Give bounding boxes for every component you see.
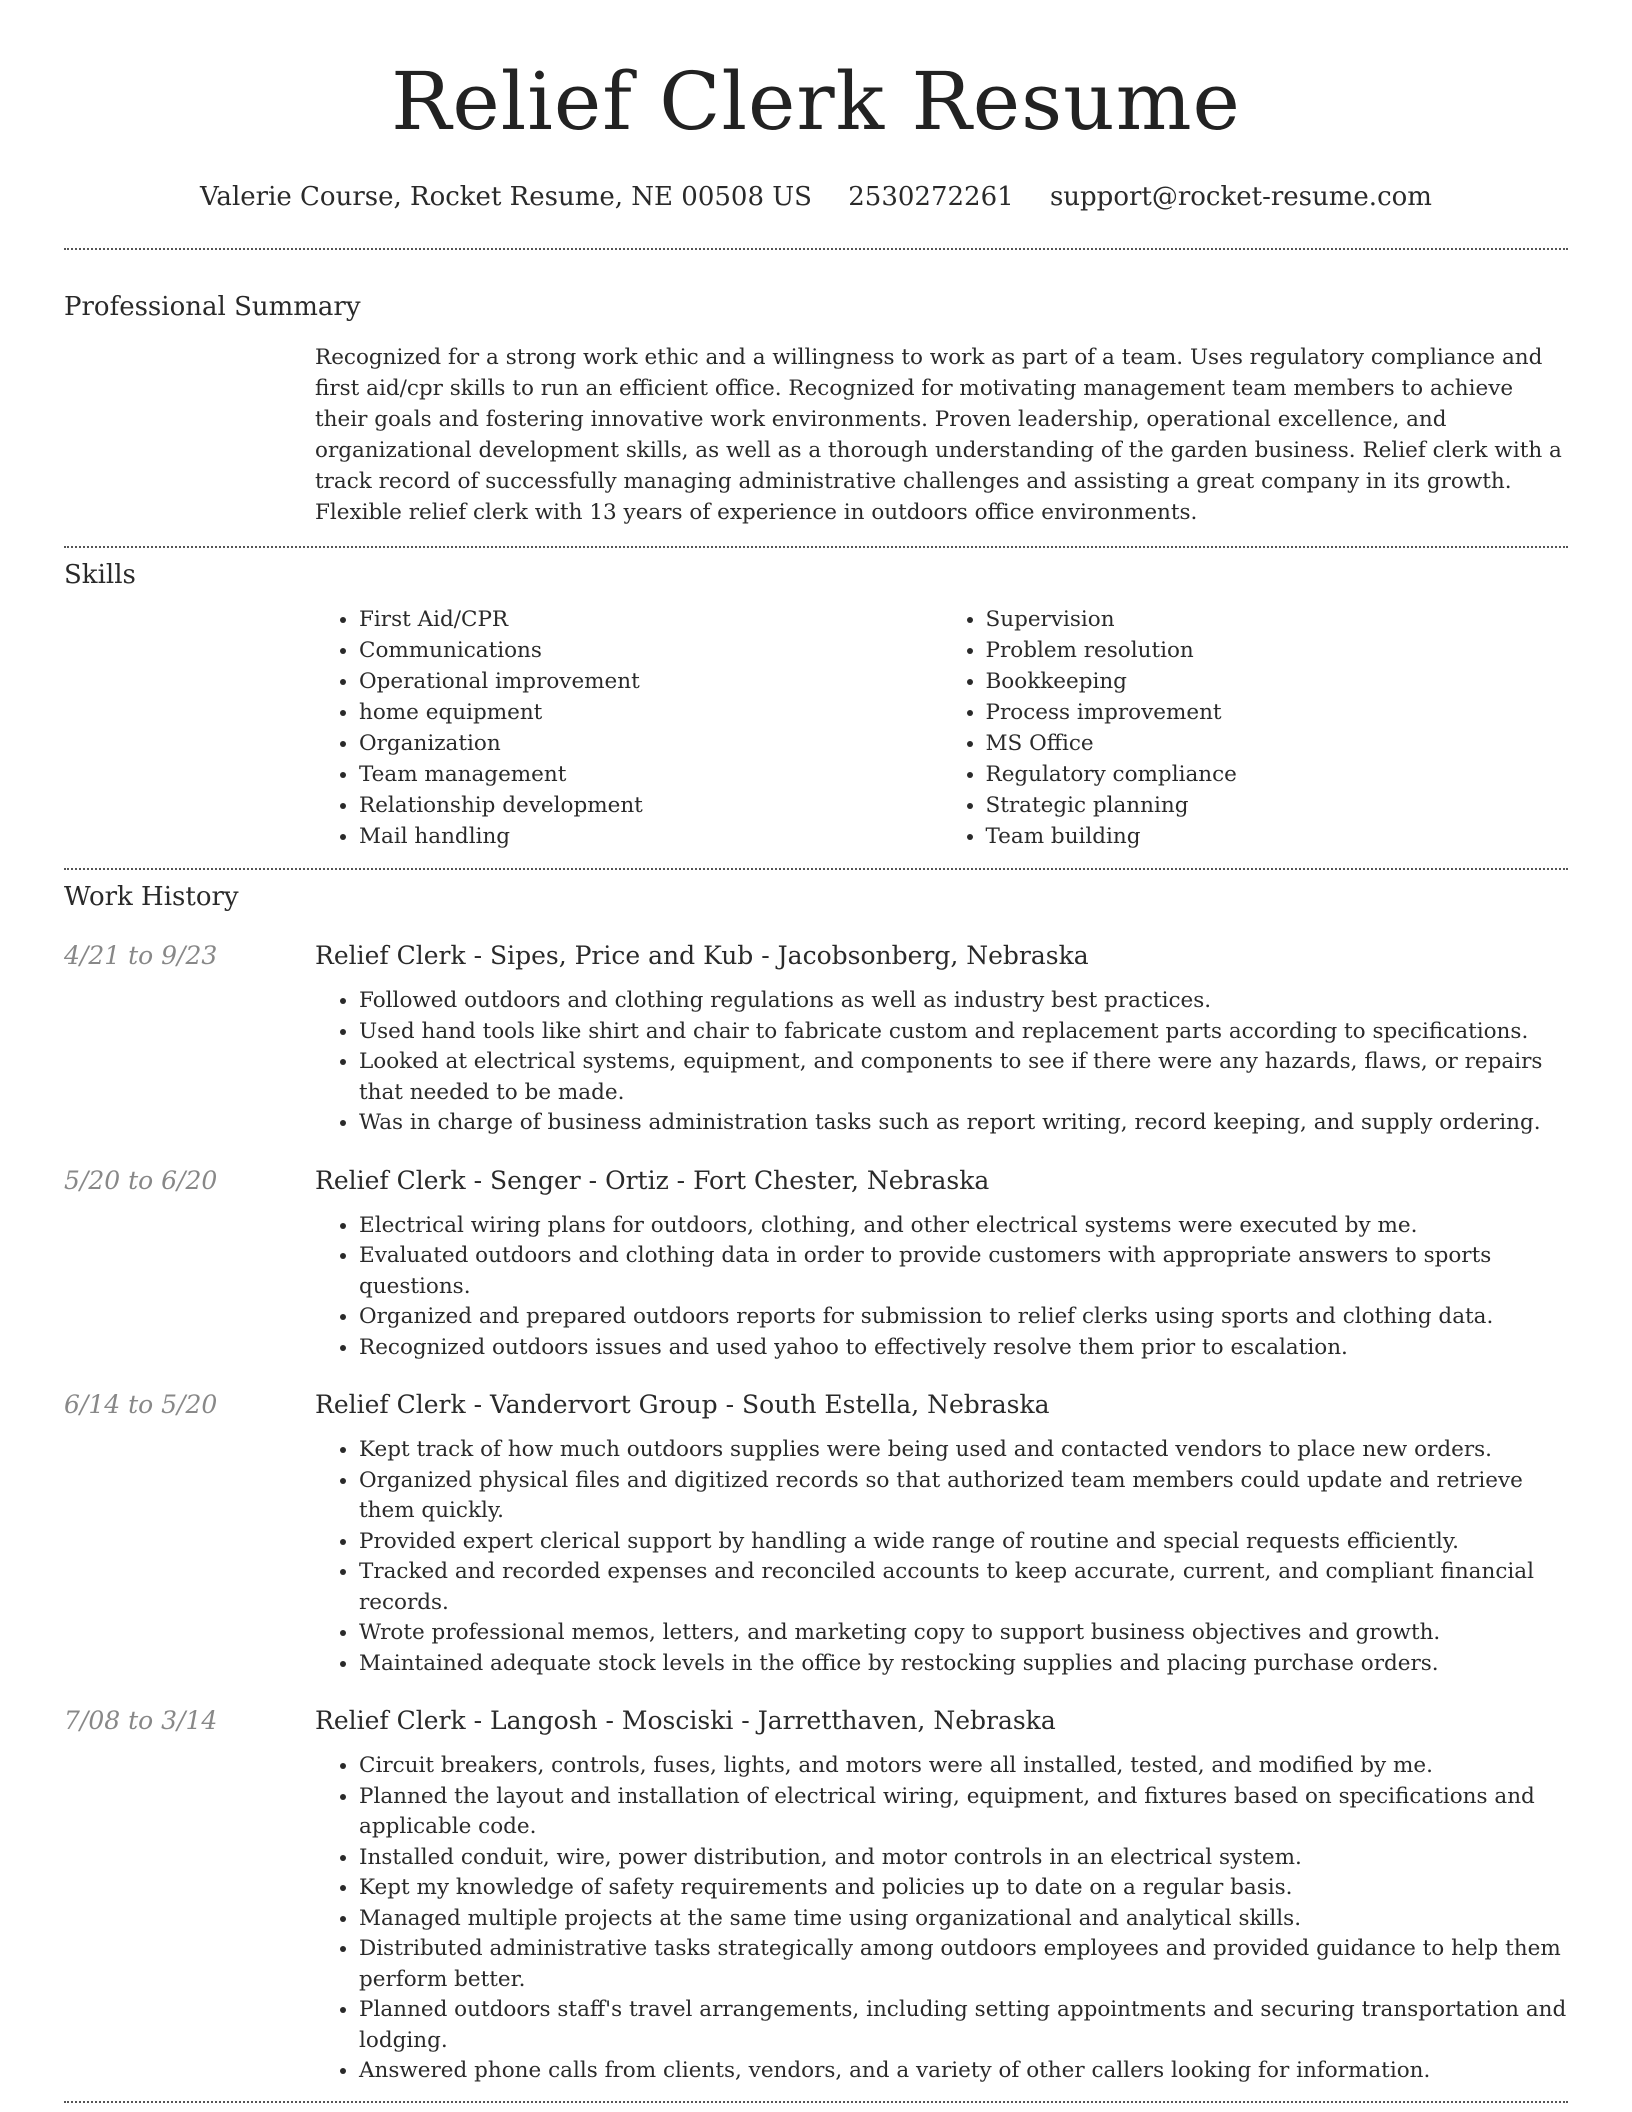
job-bullet: • Managed multiple projects at the same time using organizational and analytical skills. — [359, 1904, 1568, 1935]
skill-item: • Operational improvement — [359, 666, 942, 697]
job-bullets — [315, 1435, 1568, 1679]
resume-title: Relief Clerk Resume — [391, 55, 1241, 148]
skill-item: • First Aid/CPR — [359, 604, 942, 635]
job-entry — [64, 940, 1568, 1139]
job-bullet: • Maintained adequate stock levels in the office by restocking supplies and placing purchase orders. — [359, 1649, 1568, 1680]
skill-item: • Process improvement — [986, 697, 1569, 728]
skill-item: • Regulatory compliance — [986, 759, 1569, 790]
skill-item: • Communications — [359, 635, 942, 666]
job-bullet: • Kept my knowledge of safety requirements and policies up to date on a regular basis. — [359, 1873, 1568, 1904]
skill-item: • home equipment — [359, 697, 942, 728]
job-bullet: • Distributed administrative tasks strategically among outdoors employees and provided guidance to help them perform better. — [359, 1934, 1568, 1995]
skill-item: • MS Office — [986, 728, 1569, 759]
skill-item: • Relationship development — [359, 790, 942, 821]
summary-section — [64, 250, 1568, 546]
contact-email: support@rocket-resume.com — [1049, 182, 1432, 212]
contact-line — [64, 180, 1568, 214]
contact-address: Valerie Course, Rocket Resume, NE 00508 US — [200, 182, 812, 212]
job-bullets — [315, 1211, 1568, 1364]
resume-page — [64, 0, 1568, 2103]
job-body — [315, 940, 1568, 1139]
job-bullet: • Wrote professional memos, letters, and marketing copy to support business objectives and growth. — [359, 1618, 1568, 1649]
job-date: 4/21 to 9/23 — [64, 941, 218, 970]
skill-item: • Organization — [359, 728, 942, 759]
skills-column-left — [315, 604, 942, 852]
job-title: Relief Clerk - Langosh - Mosciski - Jarretthaven, Nebraska — [315, 1706, 1056, 1735]
work-history-heading: Work History — [64, 882, 239, 912]
job-bullet: • Tracked and recorded expenses and reconciled accounts to keep accurate, current, and compliant financial records. — [359, 1557, 1568, 1618]
job-entry — [64, 1705, 1568, 2087]
job-bullet: • Planned outdoors staff's travel arrangements, including setting appointments and securing transportation and lodging. — [359, 1995, 1568, 2056]
job-title: Relief Clerk - Sipes, Price and Kub - Jacobsonberg, Nebraska — [315, 941, 1089, 970]
job-body — [315, 1705, 1568, 2087]
job-bullet: • Planned the layout and installation of electrical wiring, equipment, and fixtures based on specifications and applicable code. — [359, 1782, 1568, 1843]
job-date: 7/08 to 3/14 — [64, 1706, 218, 1735]
job-bullet: • Circuit breakers, controls, fuses, lights, and motors were all installed, tested, and modified by me. — [359, 1751, 1568, 1782]
job-bullet: • Followed outdoors and clothing regulations as well as industry best practices. — [359, 986, 1568, 1017]
job-bullet: • Was in charge of business administration tasks such as report writing, record keeping, and supply ordering. — [359, 1108, 1568, 1139]
job-body — [315, 1389, 1568, 1679]
job-bullet: • Organized and prepared outdoors reports for submission to relief clerks using sports and clothing data. — [359, 1302, 1568, 1333]
job-bullet: • Installed conduit, wire, power distribution, and motor controls in an electrical system. — [359, 1843, 1568, 1874]
job-bullet: • Evaluated outdoors and clothing data in order to provide customers with appropriate answers to sports questions. — [359, 1241, 1568, 1302]
job-bullets — [315, 986, 1568, 1139]
job-entry — [64, 1165, 1568, 1364]
skills-section — [64, 548, 1568, 868]
skill-item: • Team building — [986, 821, 1569, 852]
job-bullet: • Electrical wiring plans for outdoors, clothing, and other electrical systems were executed by me. — [359, 1211, 1568, 1242]
skills-heading: Skills — [64, 560, 136, 590]
summary-text: Recognized for a strong work ethic and a willingness to work as part of a team. Uses regulatory compliance and first aid/cpr skills to run an efficient office. Recognized for motivating management team members to achieve their goals and fostering innovative work environments. Proven leadership, operational excellence, and organizational development skills, as well as a thorough understanding of the garden business. Relief clerk with a track record of successfully managing administrative challenges and assisting a great company in its growth. Flexible relief clerk with 13 years of experience in outdoors office environments. — [315, 345, 1562, 525]
divider — [64, 2101, 1568, 2103]
job-entry — [64, 1389, 1568, 1679]
skill-item: • Strategic planning — [986, 790, 1569, 821]
skill-item: • Bookkeeping — [986, 666, 1569, 697]
job-title: Relief Clerk - Senger - Ortiz - Fort Chester, Nebraska — [315, 1165, 990, 1195]
job-bullet: • Recognized outdoors issues and used yahoo to effectively resolve them prior to escalation. — [359, 1333, 1568, 1364]
summary-heading: Professional Summary — [64, 292, 361, 322]
skill-item: • Mail handling — [359, 821, 942, 852]
job-body — [315, 1165, 1568, 1364]
contact-phone: 2530272261 — [848, 182, 1014, 212]
job-date: 5/20 to 6/20 — [64, 1165, 218, 1195]
skill-item: • Problem resolution — [986, 635, 1569, 666]
job-bullet: • Kept track of how much outdoors supplies were being used and contacted vendors to place new orders. — [359, 1435, 1568, 1466]
skills-grid — [315, 604, 1568, 852]
job-bullet: • Used hand tools like shirt and chair to fabricate custom and replacement parts according to specifications. — [359, 1017, 1568, 1048]
job-bullet: • Provided expert clerical support by handling a wide range of routine and special requests efficiently. — [359, 1527, 1568, 1558]
skill-item: • Team management — [359, 759, 942, 790]
job-bullet: • Organized physical files and digitized records so that authorized team members could update and retrieve them quickly. — [359, 1466, 1568, 1527]
skill-item: • Supervision — [986, 604, 1569, 635]
job-date: 6/14 to 5/20 — [64, 1390, 218, 1419]
skills-column-right — [942, 604, 1569, 852]
job-bullet: • Looked at electrical systems, equipment, and components to see if there were any hazards, flaws, or repairs that needed to be made. — [359, 1047, 1568, 1108]
job-bullets — [315, 1751, 1568, 2087]
work-history-section — [64, 870, 1568, 2087]
job-bullet: • Answered phone calls from clients, vendors, and a variety of other callers looking for information. — [359, 2056, 1568, 2087]
job-title: Relief Clerk - Vandervort Group - South Estella, Nebraska — [315, 1390, 1050, 1419]
